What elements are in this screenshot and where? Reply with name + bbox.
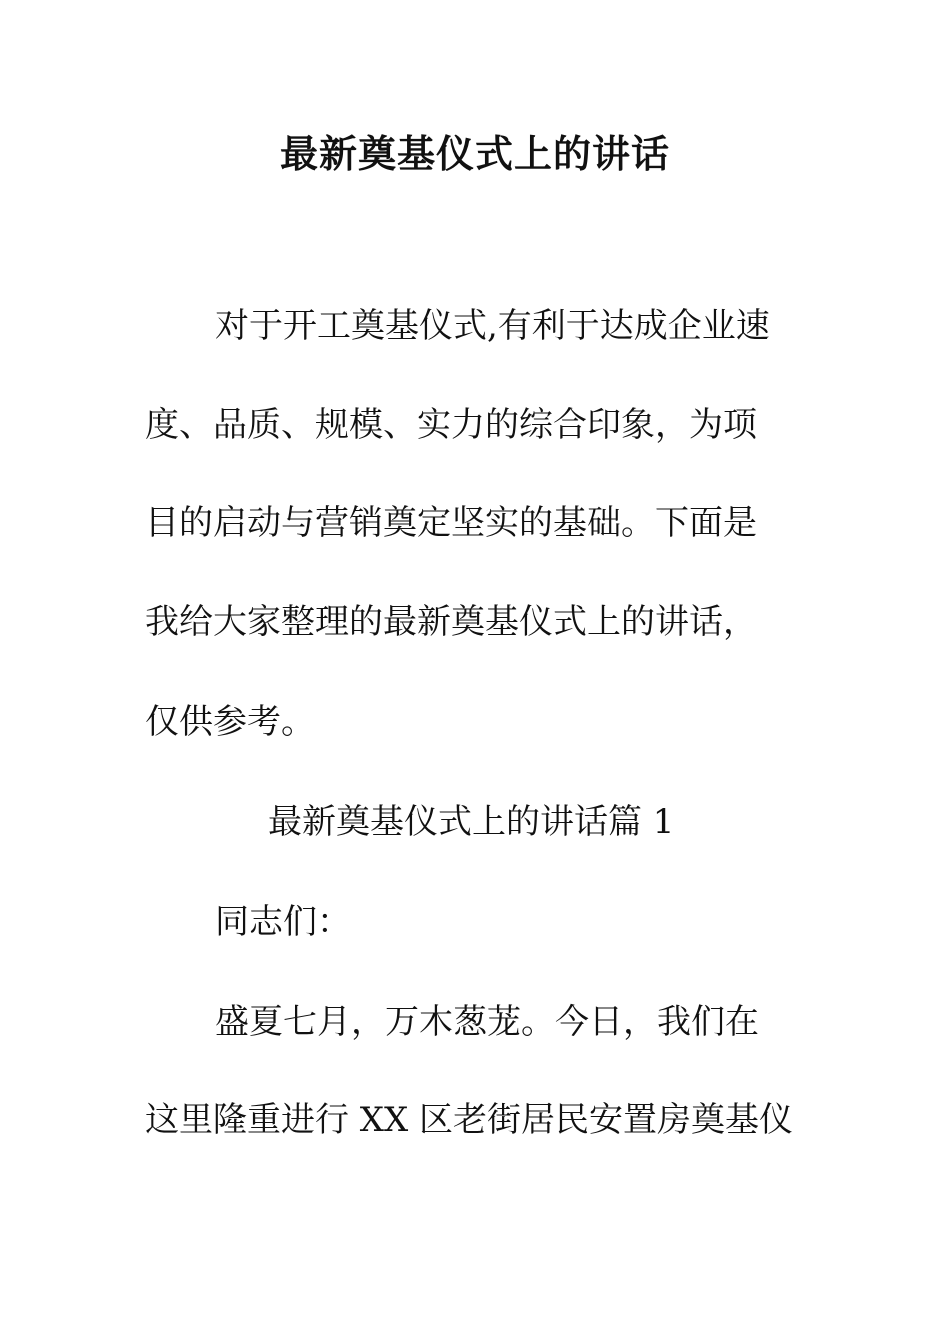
intro-line-1: 对于开工奠基仪式,有利于达成企业速	[215, 306, 770, 346]
body-line-1: 盛夏七月，万木葱茏。今日，我们在	[215, 1002, 759, 1042]
document-title: 最新奠基仪式上的讲话	[279, 131, 670, 176]
intro-line-4: 我给大家整理的最新奠基仪式上的讲话，	[145, 602, 757, 642]
intro-line-5: 仅供参考。	[145, 702, 315, 742]
section-heading: 最新奠基仪式上的讲话篇 1	[268, 802, 675, 842]
intro-line-2: 度、品质、规模、实力的综合印象，为项	[145, 405, 757, 445]
intro-line-3: 目的启动与营销奠定坚实的基础。下面是	[145, 503, 757, 543]
body-line-2: 这里隆重进行 XX 区老街居民安置房奠基仪	[145, 1100, 794, 1140]
salutation: 同志们：	[215, 902, 351, 942]
